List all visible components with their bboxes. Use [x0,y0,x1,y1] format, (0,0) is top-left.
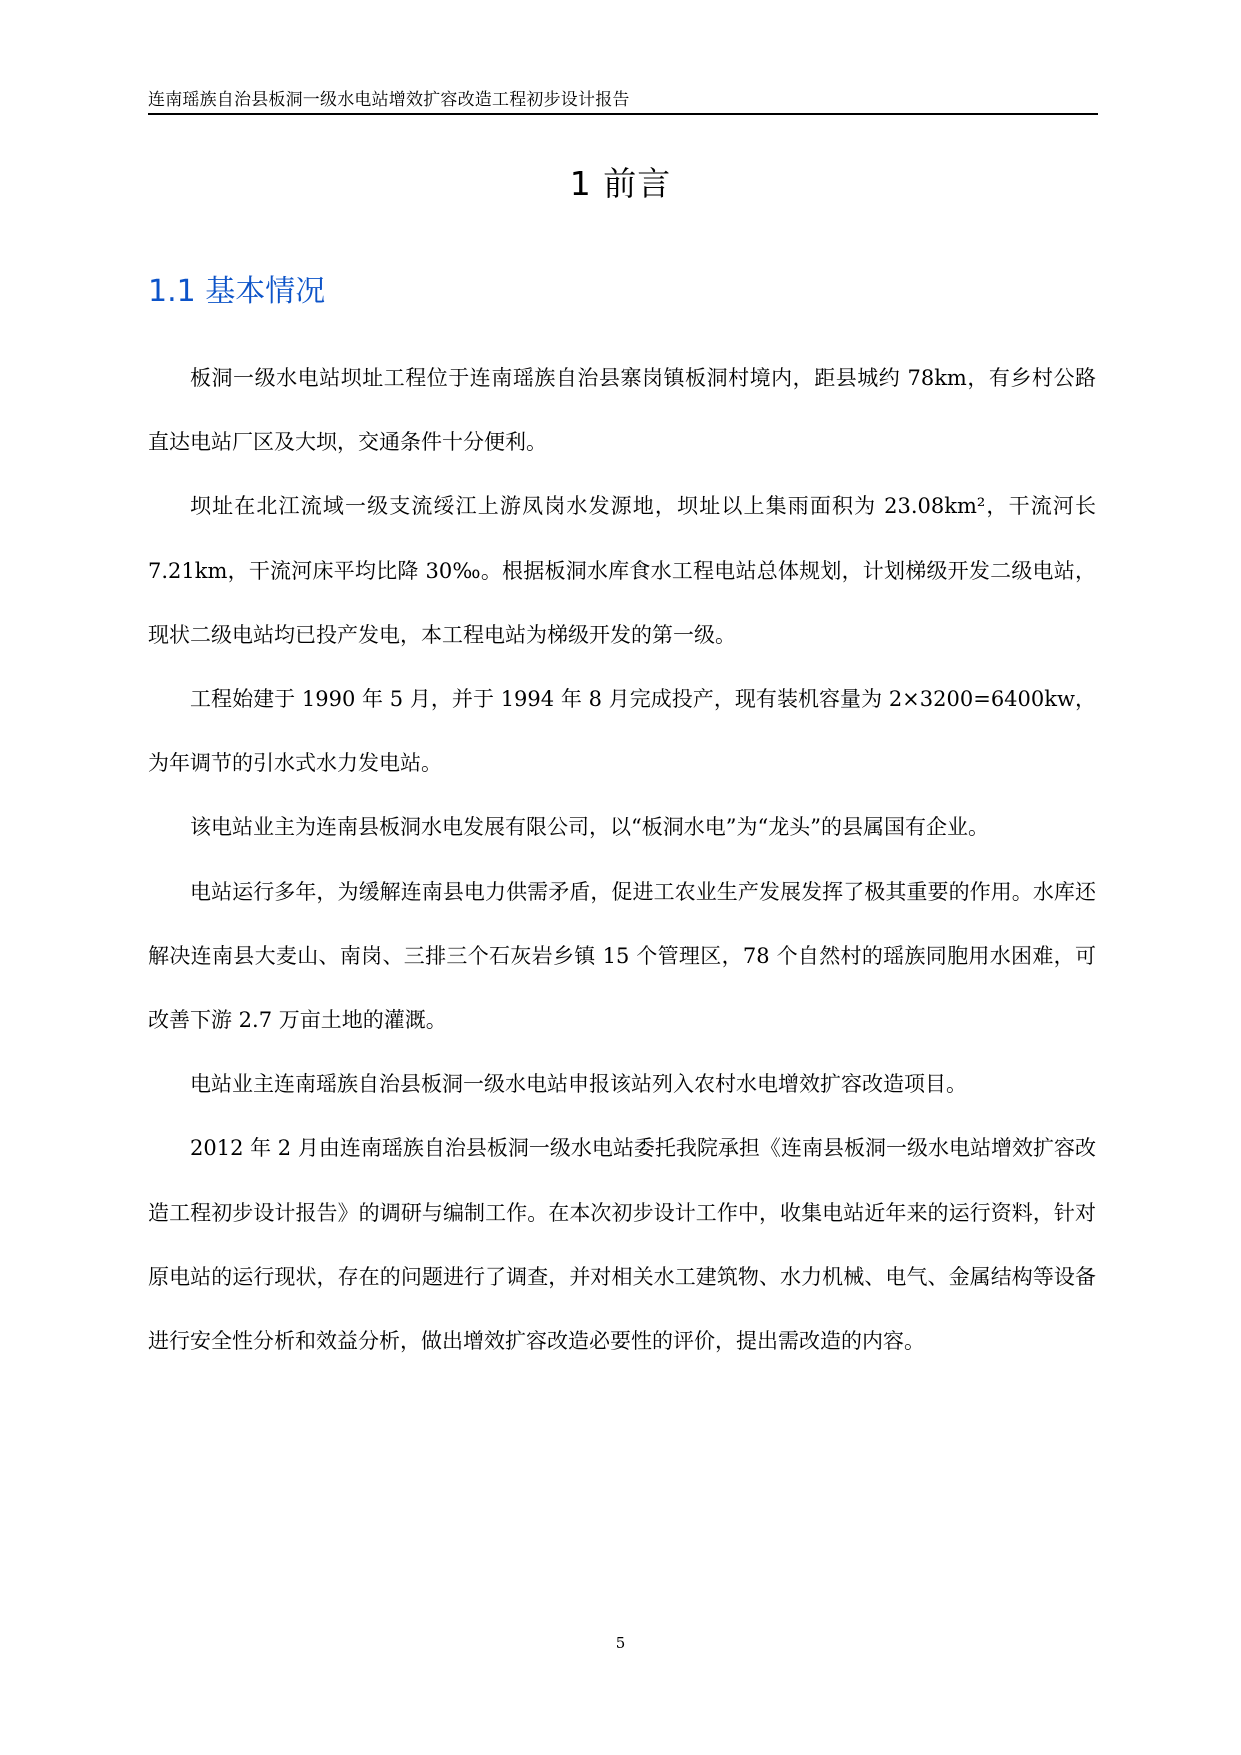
body-text [148,346,1096,1373]
paragraph-owner: 该电站业主为连南县板洞水电发展有限公司，以“板洞水电”为“龙头”的县属国有企业。 [190,815,989,840]
paragraph-location: 板洞一级水电站坝址工程位于连南瑶族自治县寨岗镇板洞村境内，距县城约 78km，有乡村公路直达电站厂区及大坝，交通条件十分便利。 [148,366,1096,455]
paragraph-commission: 2012 年 2 月由连南瑶族自治县板洞一级水电站委托我院承担《连南县板洞一级水电站增效扩容改造工程初步设计报告》的调研与编制工作。在本次初步设计工作中，收集电站近年来的运行资料，针对原电站的运行现状，存在的问题进行了调查，并对相关水工建筑物、水力机械、电气、金属结构等设备进行安全性分析和效益分析，做出增效扩容改造必要性的评价，提出需改造的内容。 [148,1136,1096,1354]
paragraph-construction: 工程始建于 1990 年 5 月，并于 1994 年 8 月完成投产，现有装机容量为 2×3200=6400kw，为年调节的引水式水力发电站。 [148,687,1096,776]
header-rule [148,113,1098,115]
paragraph-basin: 坝址在北江流域一级支流绥江上游凤岗水发源地，坝址以上集雨面积为 23.08km²，干流河长 7.21km，干流河床平均比降 30‰。根据板洞水库食水工程电站总体规划，计划梯级开发二级电站，现状二级电站均已投产发电，本工程电站为梯级开发的第一级。 [148,494,1096,647]
page-number: 5 [615,1634,626,1652]
page-header: 连南瑶族自治县板洞一级水电站增效扩容改造工程初步设计报告 [148,90,630,110]
paragraph-application: 电站业主连南瑶族自治县板洞一级水电站申报该站列入农村水电增效扩容改造项目。 [190,1072,967,1097]
paragraph-benefits: 电站运行多年，为缓解连南县电力供需矛盾，促进工农业生产发展发挥了极其重要的作用。水库还解决连南县大麦山、南岗、三排三个石灰岩乡镇 15 个管理区，78 个自然村的瑶族同胞用水困难，可改善下游 2.7 万亩土地的灌溉。 [148,879,1096,1033]
section-title: 1.1 基本情况 [148,274,326,309]
chapter-title: 1 前言 [569,164,672,203]
